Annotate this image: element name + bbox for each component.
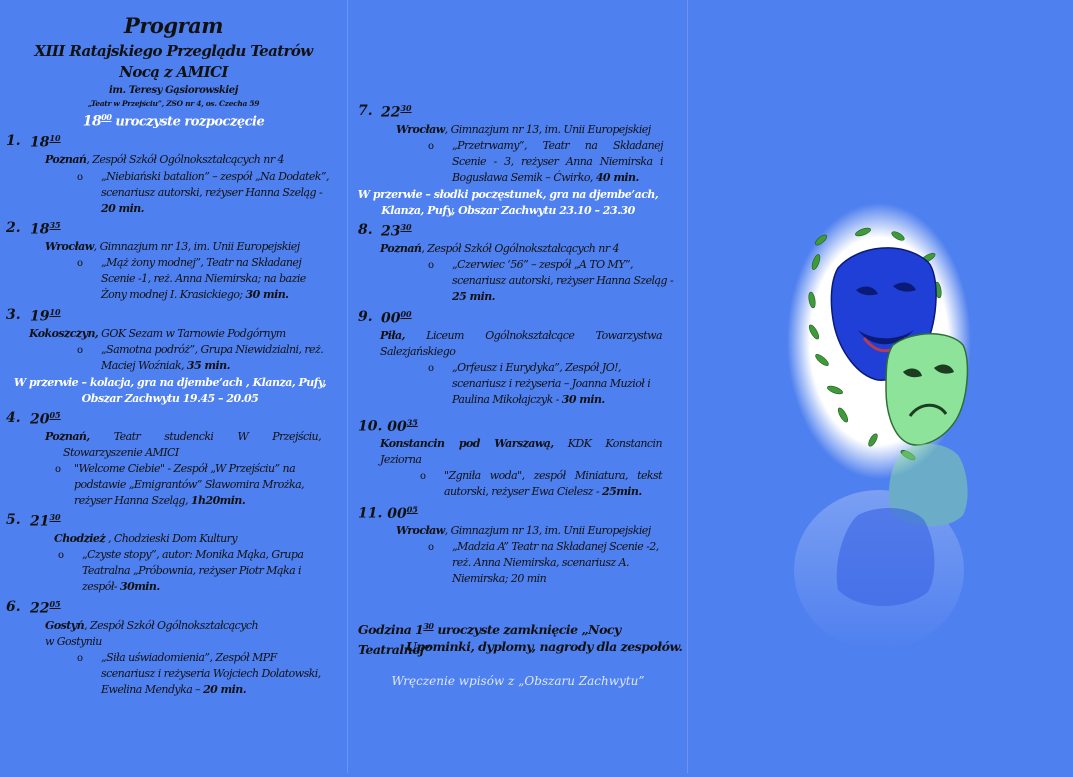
break-note: Klanza, Pufy, Obszar Zachwytu 23.10 – 23.30 bbox=[381, 204, 635, 217]
patron: im. Teresy Gąsiorowskiej bbox=[109, 85, 238, 96]
closing-line: Godzina $1^{30}$ uroczyste zamknięcie „Nocy Teatralnej” bbox=[358, 621, 621, 658]
left-panel: Program XIII Ratajskiego Przeglądu Teatrów Nocą z AMICI im. Teresy Gąsiorowskiej „Teatr w Przejściu”, ZSO nr 4, os. Czecha 59 $18^{00}$ uroczyste rozpoczęcie 1. $18^{10}$ Poznań, Zespół Szkół Ogólnokształcących nr 4 o „Niebiański batalion” – zespół „Na Dodatek”, scenariusz autorski, reżyser Hanna Szeląg - 20 min. 2. $18^{35}$ Wrocław, Gimnazjum nr 13, im. Unii Europejskiej o „Mąż żony modnej”, Teatr na Składanej Scenie -1, reż. Anna Niemirska; na bazie Żony modnej I. Krasickiego; 30 min. 3. $19^{10}$ Kokoszczyn, GOK Sezam w Tarnowie Podgórnym o „Samotna podróż”, Grupa Niewidzialni, reż. Maciej Woźniak, 35 min. W przerwie – kolacja, gra na djembe’ach , Klanza, Pufy, Obszar Zachwytu 19.45 – 20.05 4. $20^{05}$ Poznań, Teatr studencki W Przejściu, Stowarzyszenie AMICI o "Welcome Ciebie" - Zespół „W Przejściu” na podstawie „Emigrantów” Sławomira Mrożka, reżyser Hanna Szeląg, 1h20min. 5. $21^{30}$ Chodzież , Chodzieski Dom Kultury o „Czyste stopy”, autor: Monika Mąka, Grupa Teatralna „Próbownia, reżyser Piotr Mąka i zespół- 30min. 6. $22^{05}$ Gostyń, Zespół Szkół Ogólnokształcących w Gostyniu o „Siła uświadomienia”, Zespół MPF scenariusz i reżyseria Wojciech Dolatowski, Ewelina Mendyka – 20 min. bbox=[0, 0, 347, 773]
closing-awards: Upominki, dyplomy, nagrody dla zespołów. bbox=[406, 639, 683, 654]
theatre-masks-image bbox=[688, 0, 1073, 773]
middle-panel: 7. $22^{30}$ Wrocław, Gimnazjum nr 13, im. Unii Europejskiej o „Przetrwamy”, Teatr na Składanej Scenie - 3, reżyser Anna Niemirska i Bogusława Semik – Ćwirko, 40 min. W przerwie – słodki poczęstunek, gra na djembe’ach, Klanza, Pufy, Obszar Zachwytu 23.10 – 23.30 8. $23^{30}$ Poznań, Zespół Szkół Ogólnokształcących nr 4 o „Czerwiec ‘56” – zespół „A TO MY”, scenariusz autorski, reżyser Hanna Szeląg - 25 min. 9. $00^{00}$ Piła, Liceum Ogólnokształcące Towarzystwa Salezjańskiego o „Orfeusz i Eurydyka”, Zespół JO!, scenariusz i reżyseria – Joanna Muzioł i Paulina Mikołajczyk - 30 min. 10. $00^{35}$ Konstancin pod Warszawą, KDK Konstancin Jeziorna o "Zgniła woda", zespół Miniatura, tekst autorski, reżyser Ewa Cielesz - 25min. 11. $00^{05}$ Wrocław, Gimnazjum nr 13, im. Unii Europejskiej o „Madzia A” Teatr na Składanej Scenie -2, reż. Anna Niemirska, scenariusz A. Niemirska; 20 min Godzina $1^{30}$ uroczyste zamknięcie „Nocy Teatralnej” Upominki, dyplomy, nagrody dla zespołów. Wręczenie wpisów z „Obszaru Zachwytu” bbox=[347, 0, 687, 773]
break-note: W przerwie – kolacja, gra na djembe’ach , Klanza, Pufy, bbox=[13, 376, 327, 389]
right-panel bbox=[687, 0, 1073, 773]
venue: „Teatr w Przejściu”, ZSO nr 4, os. Czecha 59 bbox=[87, 99, 260, 108]
festival-subtitle: Nocą z AMICI bbox=[119, 63, 228, 81]
closing-entries: Wręczenie wpisów z „Obszaru Zachwytu” bbox=[391, 674, 645, 688]
program-title: Program bbox=[124, 13, 223, 38]
break-note: Obszar Zachwytu 19.45 – 20.05 bbox=[81, 392, 259, 405]
opening: $18^{00}$ uroczyste rozpoczęcie bbox=[82, 112, 265, 130]
break-note: W przerwie – słodki poczęstunek, gra na djembe’ach, bbox=[357, 188, 659, 201]
festival-name: XIII Ratajskiego Przeglądu Teatrów bbox=[34, 42, 313, 60]
